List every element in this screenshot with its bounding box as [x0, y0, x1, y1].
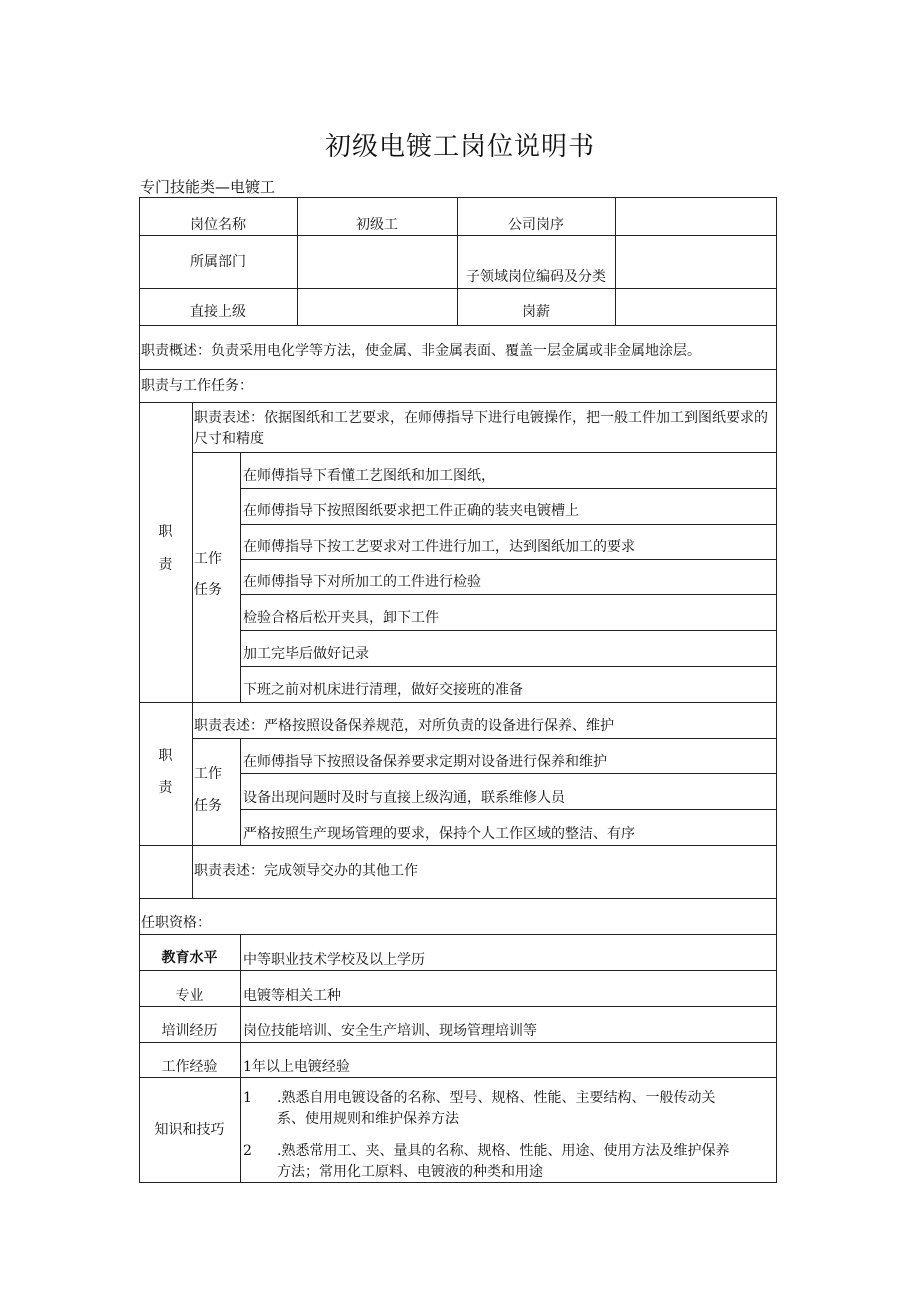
duty1-label-a: 职	[158, 524, 173, 540]
row-divider	[240, 773, 777, 774]
duty2-task-label-b: 任务	[194, 798, 222, 814]
department-label: 所属部门	[190, 254, 246, 270]
row-divider	[139, 1042, 777, 1043]
duty1-task: 在师傅指导下看懂工艺图纸和加工图纸，	[243, 468, 495, 484]
column-divider	[615, 197, 616, 325]
row-divider	[139, 898, 777, 899]
row-divider	[139, 970, 777, 971]
row-divider	[240, 809, 777, 810]
duty1-task: 检验合格后松开夹具，卸下工件	[243, 610, 439, 626]
page-title: 初级电镀工岗位说明书	[324, 132, 595, 162]
subdomain-code-label: 子领域岗位编码及分类	[466, 269, 606, 285]
row-divider	[240, 488, 777, 489]
row-divider	[139, 934, 777, 935]
column-divider	[192, 402, 193, 898]
duty2-task: 在师傅指导下按照设备保养要求定期对设备进行保养和维护	[243, 754, 607, 770]
row-divider	[139, 325, 777, 326]
row-divider	[139, 288, 777, 289]
row-divider	[139, 702, 777, 703]
duty1-label-b: 责	[158, 557, 173, 573]
duty2-description: 职责表述：严格按照设备保养规范，对所负责的设备进行保养、维护	[194, 718, 614, 734]
duty2-label-a: 职	[158, 748, 173, 764]
column-divider	[240, 934, 241, 1183]
duty1-task: 下班之前对机床进行清理，做好交接班的准备	[243, 682, 523, 698]
knowledge-label: 知识和技巧	[154, 1122, 225, 1138]
duty1-description: 职责表述：依据图纸和工艺要求，在师傅指导下进行电镀操作，把一般工件加工到图纸要求的尺寸和精度	[194, 410, 768, 447]
education-label: 教育水平	[161, 950, 218, 966]
row-divider	[192, 738, 777, 739]
row-divider	[240, 666, 777, 667]
duty3-description: 职责表述：完成领导交办的其他工作	[194, 863, 418, 879]
superior-label: 直接上级	[190, 304, 246, 320]
duty2-task-label-a: 工作	[194, 766, 222, 782]
row-divider	[240, 524, 777, 525]
duty2-task: 设备出现问题时及时与直接上级沟通，联系维修人员	[243, 790, 565, 806]
education-value: 中等职业技术学校及以上学历	[243, 952, 425, 968]
row-divider	[240, 559, 777, 560]
row-divider	[139, 1077, 777, 1078]
duty1-task: 在师傅指导下按照图纸要求把工件正确的装夹电镀槽上	[243, 503, 579, 519]
knowledge-item-line: .熟悉常用工、夹、量具的名称、规格、性能、用途、使用方法及维护保养	[277, 1143, 730, 1159]
qualifications-heading: 任职资格：	[141, 915, 211, 931]
duty1-task: 加工完毕后做好记录	[243, 646, 369, 662]
knowledge-item-line: 系、使用规则和维护保养方法	[277, 1111, 459, 1127]
knowledge-item-number: 2	[243, 1143, 252, 1159]
duty1-task: 在师傅指导下按工艺要求对工件进行加工，达到图纸加工的要求	[243, 539, 635, 555]
major-value: 电镀等相关工种	[243, 988, 341, 1004]
salary-label: 岗薪	[522, 304, 550, 320]
row-divider	[139, 235, 777, 236]
company-seq-label: 公司岗序	[508, 217, 564, 233]
major-label: 专业	[175, 988, 204, 1004]
row-divider	[240, 594, 777, 595]
duties-heading: 职责与工作任务：	[141, 378, 253, 394]
row-divider	[139, 402, 777, 403]
duty2-task: 严格按照生产现场管理的要求，保持个人工作区域的整洁、有序	[243, 826, 635, 842]
knowledge-item-number: 1	[243, 1090, 252, 1106]
row-divider	[139, 369, 777, 370]
column-divider	[240, 452, 241, 702]
position-name-value: 初级工	[356, 217, 398, 233]
training-label: 培训经历	[161, 1023, 218, 1039]
duty2-label-b: 责	[158, 780, 173, 796]
knowledge-item-line: 方法；常用化工原料、电镀液的种类和用途	[277, 1164, 543, 1180]
experience-value: 1年以上电镀经验	[243, 1059, 350, 1075]
duty1-task-label-b: 任务	[194, 582, 222, 598]
experience-label: 工作经验	[161, 1059, 218, 1075]
row-divider	[240, 630, 777, 631]
position-name-label: 岗位名称	[190, 217, 246, 233]
column-divider	[240, 738, 241, 845]
row-divider	[139, 1006, 777, 1007]
duty1-task-label-a: 工作	[194, 551, 222, 567]
row-divider	[139, 845, 777, 846]
knowledge-item-line: .熟悉自用电镀设备的名称、型号、规格、性能、主要结构、一般传动关	[277, 1090, 716, 1106]
row-divider	[192, 452, 777, 453]
duty1-task: 在师傅指导下对所加工的工件进行检验	[243, 574, 481, 590]
training-value: 岗位技能培训、安全生产培训、现场管理培训等	[243, 1023, 537, 1039]
duty-overview: 职责概述：负责采用电化学等方法，使金属、非金属表面、覆盖一层金属或非金属地涂层。	[141, 343, 701, 359]
job-category: 专门技能类—电镀工	[140, 178, 276, 196]
